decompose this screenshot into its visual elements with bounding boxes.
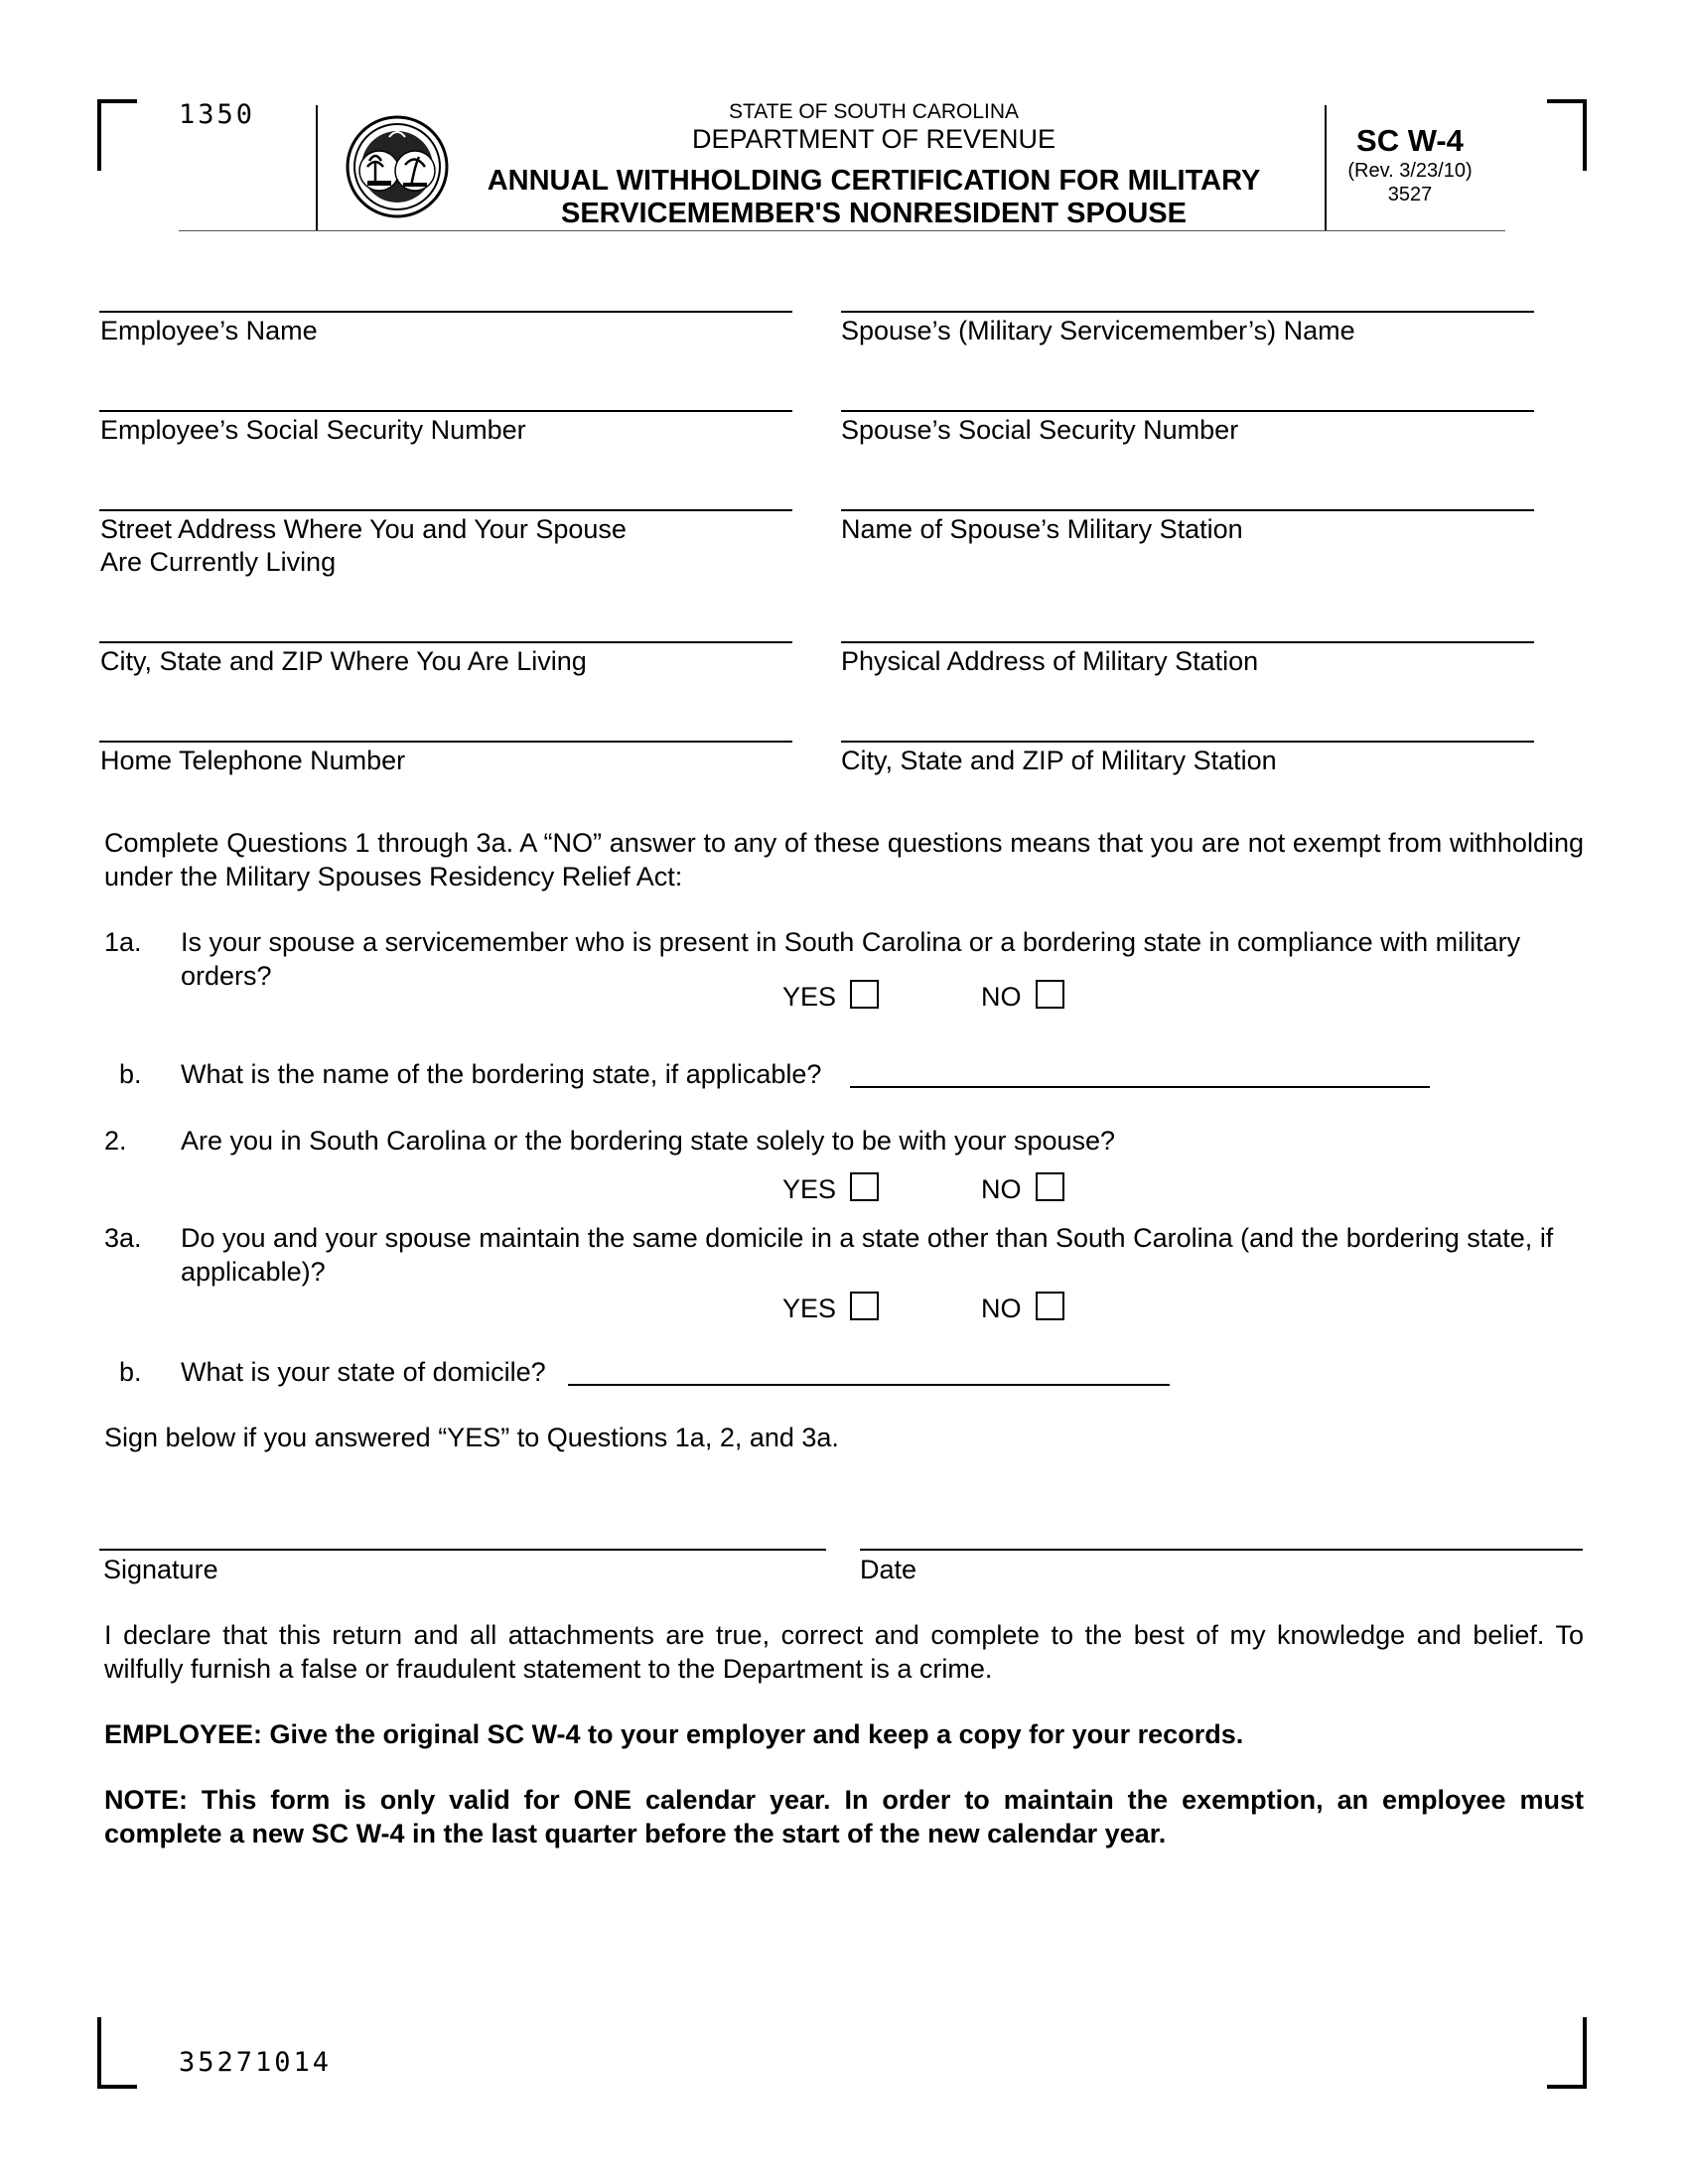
- question-3b-text: What is your state of domicile?: [181, 1357, 546, 1387]
- employee-ssn-line[interactable]: [99, 410, 792, 412]
- station-city-line[interactable]: [841, 741, 1534, 743]
- station-address-label: Physical Address of Military Station: [841, 646, 1259, 676]
- form-id: SC W-4: [1356, 123, 1464, 158]
- form-code-top: 1350: [179, 99, 256, 130]
- header-divider-left: [316, 105, 318, 230]
- validity-note-text: NOTE: This form is only valid for ONE calendar year. In order to maintain the exemption, an employee must complete a new SC W-4 in the last quarter before the start of the new calendar year.: [104, 1785, 1584, 1848]
- instructions-text: Complete Questions 1 through 3a. A “NO” answer to any of these questions means that you are not exempt from withholding under the Military Spouses Residency Relief Act:: [104, 828, 1584, 891]
- question-3a-text: Do you and your spouse maintain the same domicile in a state other than South Carolina (and the bordering state, if applicable)?: [181, 1223, 1554, 1287]
- street-address-label-line1: Street Address Where You and Your Spouse: [100, 514, 627, 544]
- street-address-line[interactable]: [99, 509, 792, 511]
- signature-label: Signature: [103, 1555, 218, 1584]
- home-phone-label: Home Telephone Number: [100, 746, 406, 775]
- question-3a-no-checkbox[interactable]: [1036, 1292, 1064, 1320]
- question-2-text: Are you in South Carolina or the bordering state solely to be with your spouse?: [181, 1126, 1116, 1156]
- yes-label: YES: [782, 1174, 837, 1204]
- question-3b-number: b.: [119, 1357, 142, 1387]
- spouse-ssn-label: Spouse’s Social Security Number: [841, 415, 1239, 445]
- question-1a-yes-checkbox[interactable]: [850, 980, 879, 1009]
- station-address-line[interactable]: [841, 641, 1534, 643]
- no-label: NO: [981, 982, 1022, 1012]
- registration-mark-top-right: [1547, 99, 1587, 171]
- registration-mark-bottom-right: [1547, 2017, 1587, 2089]
- bordering-state-line[interactable]: [850, 1086, 1430, 1088]
- employee-note-text: EMPLOYEE: Give the original SC W-4 to your employer and keep a copy for your records.: [104, 1719, 1244, 1749]
- date-label: Date: [860, 1555, 917, 1584]
- form-title-line1: ANNUAL WITHHOLDING CERTIFICATION FOR MILITARY: [487, 165, 1261, 197]
- question-1a-yes-option[interactable]: [782, 980, 879, 1012]
- question-2-no-option[interactable]: [981, 1172, 1064, 1204]
- registration-mark-top-left: [97, 99, 137, 171]
- signature-line[interactable]: [99, 1549, 826, 1551]
- employee-ssn-label: Employee’s Social Security Number: [100, 415, 526, 445]
- question-1a-number: 1a.: [104, 927, 142, 957]
- form-code-bottom: 35271014: [179, 2047, 333, 2078]
- registration-mark-bottom-left: [97, 2017, 137, 2089]
- question-2-no-checkbox[interactable]: [1036, 1172, 1064, 1201]
- spouse-ssn-line[interactable]: [841, 410, 1534, 412]
- question-3a-number: 3a.: [104, 1223, 142, 1253]
- no-label: NO: [981, 1174, 1022, 1204]
- street-address-label-line2: Are Currently Living: [100, 547, 337, 577]
- state-name: STATE OF SOUTH CAROLINA: [728, 100, 1020, 123]
- question-1a-no-option[interactable]: [981, 980, 1064, 1012]
- declaration-text: I declare that this return and all attachments are true, correct and complete to the best of my knowledge and belief. To wilfully furnish a false or fraudulent statement to the Department is a crime.: [104, 1620, 1584, 1684]
- question-2-number: 2.: [104, 1126, 127, 1156]
- no-label: NO: [981, 1294, 1022, 1323]
- form-revision: (Rev. 3/23/10): [1347, 160, 1473, 182]
- question-2-yes-option[interactable]: [782, 1172, 879, 1204]
- city-living-line[interactable]: [99, 641, 792, 643]
- question-1a-text: Is your spouse a servicemember who is present in South Carolina or a bordering state in compliance with military orders?: [181, 927, 1521, 991]
- employee-name-line[interactable]: [99, 311, 792, 313]
- station-name-label: Name of Spouse’s Military Station: [841, 514, 1243, 544]
- yes-label: YES: [782, 1294, 837, 1323]
- yes-label: YES: [782, 982, 837, 1012]
- station-name-line[interactable]: [841, 509, 1534, 511]
- question-2-yes-checkbox[interactable]: [850, 1172, 879, 1201]
- city-living-label: City, State and ZIP Where You Are Living: [100, 646, 587, 676]
- date-line[interactable]: [860, 1549, 1583, 1551]
- form-number: 3527: [1387, 184, 1433, 205]
- question-3a-yes-checkbox[interactable]: [850, 1292, 879, 1320]
- question-1b-text: What is the name of the bordering state, if applicable?: [181, 1059, 822, 1089]
- question-3a-yes-option[interactable]: [782, 1292, 879, 1323]
- question-3a-no-option[interactable]: [981, 1292, 1064, 1323]
- department-name: DEPARTMENT OF REVENUE: [691, 124, 1056, 154]
- home-phone-line[interactable]: [99, 741, 792, 743]
- station-city-label: City, State and ZIP of Military Station: [841, 746, 1277, 775]
- employee-name-label: Employee’s Name: [100, 316, 318, 345]
- form-title-line2: SERVICEMEMBER'S NONRESIDENT SPOUSE: [561, 198, 1187, 229]
- header-underline: [179, 230, 1505, 231]
- spouse-name-line[interactable]: [841, 311, 1534, 313]
- spouse-name-label: Spouse’s (Military Servicemember’s) Name: [841, 316, 1355, 345]
- question-1b-number: b.: [119, 1059, 142, 1089]
- state-of-domicile-line[interactable]: [568, 1384, 1170, 1386]
- sign-instruction-text: Sign below if you answered “YES” to Questions 1a, 2, and 3a.: [104, 1423, 839, 1452]
- question-1a-no-checkbox[interactable]: [1036, 980, 1064, 1009]
